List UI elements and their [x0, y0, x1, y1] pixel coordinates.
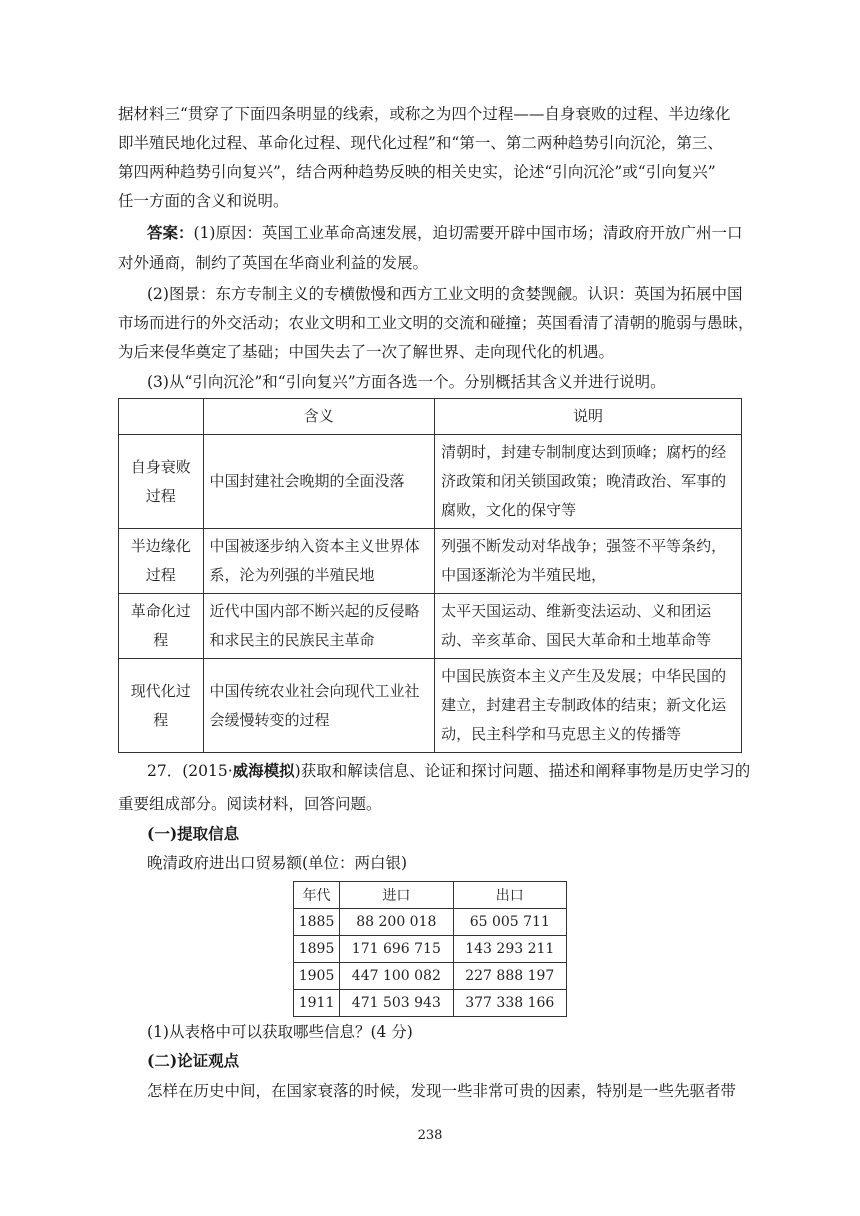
answer-text: (1)原因：英国工业革命高速发展，迫切需要开辟中国市场；清政府开放广州一口	[193, 224, 743, 242]
table-row	[294, 909, 567, 936]
table-header-row	[294, 882, 567, 909]
table-row	[119, 529, 742, 594]
page-number: 238	[417, 1128, 443, 1143]
question-number: 27．(2015·	[147, 762, 233, 780]
question-text-line: 重要组成部分。阅读材料，回答问题。	[118, 795, 382, 813]
table-header-cell: 含义	[203, 399, 435, 435]
table-cell: 中国封建社会晚期的全面没落	[203, 435, 435, 529]
question-text-line: 任一方面的含义和说明。	[118, 192, 289, 210]
question-text-line: 怎样在历史中间，在国家衰落的时候，发现一些非常可贵的因素，特别是一些先驱者带	[147, 1082, 737, 1100]
answer-text-line: 为后来侵华奠定了基础；中国失去了一次了解世界、走向现代化的机遇。	[118, 343, 615, 361]
table-cell: 88 200 018	[340, 909, 453, 936]
table-cell: 半边缘化过程	[119, 529, 204, 594]
table-cell: 现代化过程	[119, 659, 204, 753]
table-header-cell: 进口	[340, 882, 453, 909]
table-cell: 中国被逐步纳入资本主义世界体系，沦为列强的半殖民地	[203, 529, 435, 594]
table-cell: 471 503 943	[340, 990, 453, 1017]
table-cell: 中国传统农业社会向现代工业社会缓慢转变的过程	[203, 659, 435, 753]
answer-text-line: (2)图景：东方专制主义的专横傲慢和西方工业文明的贪婪觊觎。认识：英国为拓展中国	[147, 285, 743, 303]
table-cell: 近代中国内部不断兴起的反侵略和求民主的民族民主革命	[203, 594, 435, 659]
table-row	[119, 435, 742, 529]
table-header-cell: 说明	[435, 399, 742, 435]
table-cell: 清朝时，封建专制制度达到顶峰；腐朽的经济政策和闭关锁国政策；晚清政治、军事的腐败，文化的保守等	[435, 435, 742, 529]
table-cell: 1911	[294, 990, 340, 1017]
table-cell: 227 888 197	[453, 963, 566, 990]
table-header-cell: 年代	[294, 882, 340, 909]
table-cell: 447 100 082	[340, 963, 453, 990]
table-header-row	[119, 399, 742, 435]
answer-text-line: (3)从“引向沉沦”和“引向复兴”方面各选一个。分别概括其含义并进行说明。	[147, 373, 666, 391]
table-header-cell: 出口	[453, 882, 566, 909]
question-text-line: 据材料三“贯穿了下面四条明显的线索，或称之为四个过程——自身衰败的过程、半边缘化	[118, 105, 731, 123]
table-cell: 太平天国运动、维新变法运动、义和团运动、辛亥革命、国民大革命和土地革命等	[435, 594, 742, 659]
table-row	[294, 963, 567, 990]
question-27-line	[147, 761, 777, 781]
table-row	[294, 936, 567, 963]
question-text-line: 即半殖民地化过程、革命化过程、现代化过程”和“第一、第二两种趋势引向沉沦，第三、	[118, 134, 723, 152]
table-cell: 143 293 211	[453, 936, 566, 963]
table-cell: 革命化过程	[119, 594, 204, 659]
table-cell: 1885	[294, 909, 340, 936]
question-text-line: (1)从表格中可以获取哪些信息？(4 分)	[147, 1023, 413, 1041]
table-header-cell	[119, 399, 204, 435]
table-cell: 1895	[294, 936, 340, 963]
answer-paragraph-1	[147, 223, 777, 243]
question-text-line: 第四两种趋势引向复兴”，结合两种趋势反映的相关史实，论述“引向沉沦”或“引向复兴”	[118, 163, 716, 181]
table-cell: 65 005 711	[453, 909, 566, 936]
trade-table	[293, 881, 567, 1017]
process-table	[118, 398, 742, 753]
question-source: 威海模拟	[232, 761, 295, 780]
table-cell: 377 338 166	[453, 990, 566, 1017]
table-cell: 列强不断发动对华战争；强签不平等条约，中国逐渐沦为半殖民地，	[435, 529, 742, 594]
table-cell: 中国民族资本主义产生及发展；中华民国的建立，封建君主专制政体的结束；新文化运动，民主科学和马克思主义的传播等	[435, 659, 742, 753]
table-row	[294, 990, 567, 1017]
question-text: )获取和解读信息、论证和探讨问题、描述和阐释事物是历史学习的	[294, 762, 751, 780]
answer-text-line: 对外通商，制约了英国在华商业利益的发展。	[118, 254, 429, 272]
table-row	[119, 659, 742, 753]
answer-text-line: 市场而进行的外交活动；农业文明和工业文明的交流和碰撞；英国看清了清朝的脆弱与愚昧，	[118, 314, 754, 332]
table-caption: 晚清政府进出口贸易额(单位：两白银)	[147, 854, 408, 872]
table-row	[119, 594, 742, 659]
table-cell: 171 696 715	[340, 936, 453, 963]
table-cell: 1905	[294, 963, 340, 990]
section-heading: (二)论证观点	[147, 1051, 240, 1070]
answer-label: 答案：	[147, 223, 194, 242]
table-cell: 自身衰败过程	[119, 435, 204, 529]
section-heading: (一)提取信息	[147, 824, 240, 843]
